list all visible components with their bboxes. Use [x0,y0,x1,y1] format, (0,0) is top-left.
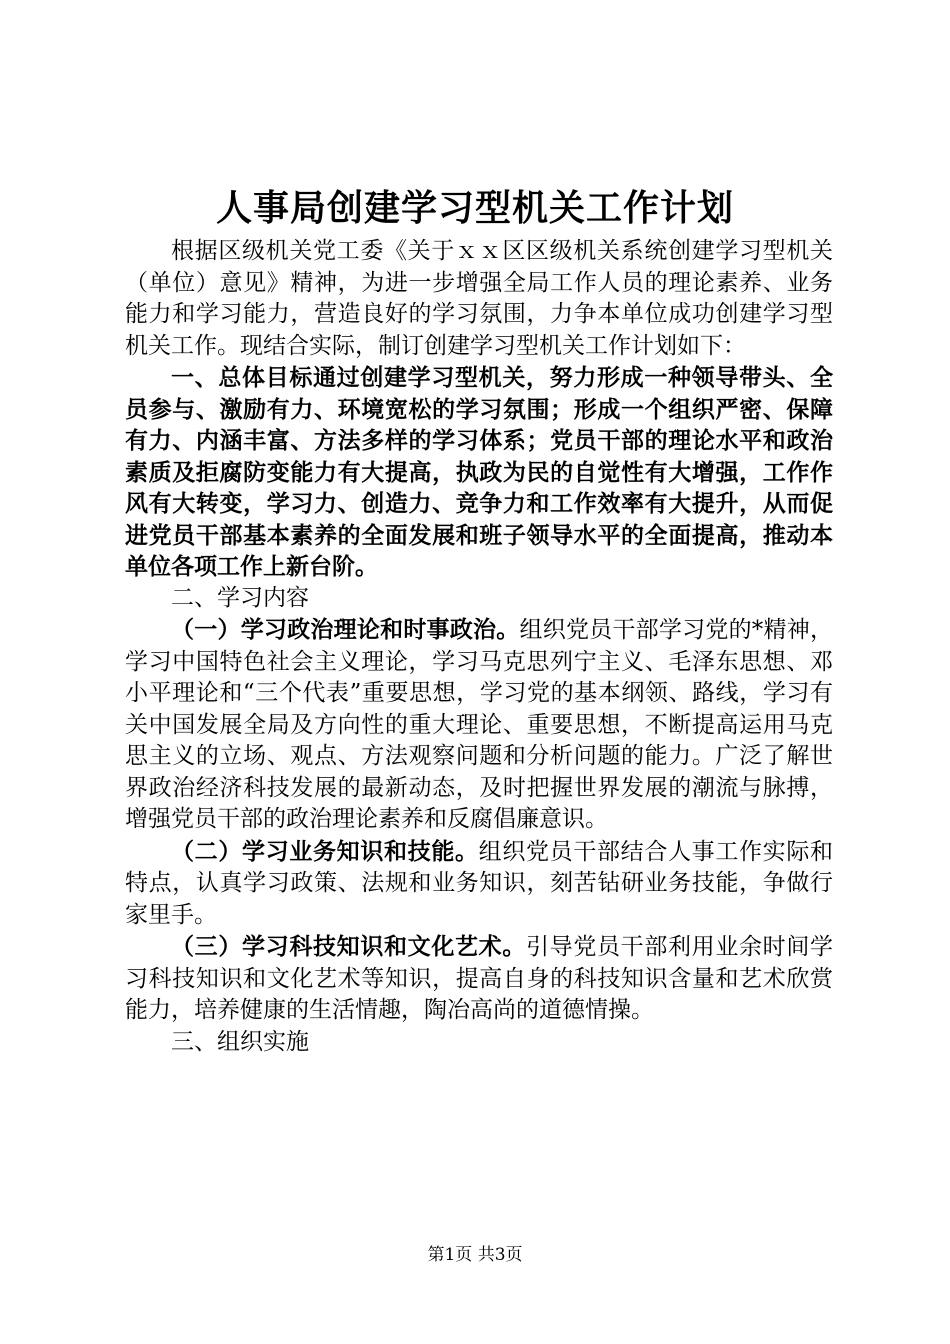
page-title: 人事局创建学习型机关工作计划 [215,187,734,229]
study-item-science-lead: （三）学习科技知识和文化艺术。 [171,933,526,960]
study-item-science [125,931,833,1027]
page-footer: 第1页 共3页 [427,1245,523,1265]
document-body [125,236,833,1058]
section-heading-study-content: 二、学习内容 [171,584,309,611]
section-heading-organization: 三、组织实施 [171,1028,309,1055]
intro-paragraph: 根据区级机关党工委《关于ｘｘ区区级机关系统创建学习型机关（单位）意见》精神，为进一步增强全局工作人员的理论素养、业务能力和学习能力，营造良好的学习氛围，力争本单位成功创建学习型机关工作。现结合实际，制订创建学习型机关工作计划如下： [125,238,833,359]
study-item-business [125,836,833,932]
study-item-science-body: 引导党员干部利用业余时间学习科技知识和文化艺术等知识，提高自身的科技知识含量和艺术欣赏能力，培养健康的生活情趣，陶冶高尚的道德情操。 [125,934,834,1023]
study-item-business-body: 组织党员干部结合人事工作实际和特点，认真学习政策、法规和业务知识，刻苦钻研业务技能，争做行家里手。 [125,838,834,928]
study-item-politics-lead: （一）学习政治理论和时事政治。 [171,616,520,643]
study-item-politics-body: 组织党员干部学习党的*精神，学习中国特色社会主义理论，学习马克思列宁主义、毛泽东思想、邓小平理论和“三个代表”重要思想，学习党的基本纲领、路线，学习有关中国发展全局及方向性的重大理论、重要思想，不断提高运用马克思主义的立场、观点、方法观察问题和分析问题的能力。广泛了解世界政治经济科技发展的最新动态，及时把握世界发展的潮流与脉搏，增强党员干部的政治理论素养和反腐倡廉意识。 [125,617,834,832]
study-item-politics [125,614,833,836]
study-item-business-lead: （二）学习业务知识和技能。 [171,837,479,865]
section-overall-goal: 一、总体目标通过创建学习型机关，努力形成一种领导带头、全员参与、激励有力、环境宽松的学习氛围；形成一个组织严密、保障有力、内涵丰富、方法多样的学习体系；党员干部的理论水平和政治素质及拒腐防变能力有大提高，执政为民的自觉性有大增强，工作作风有大转变，学习力、创造力、竞争力和工作效率有大提升，从而促进党员干部基本素养的全面发展和班子领导水平的全面提高，推动本单位各项工作上新台阶。 [125,364,833,580]
